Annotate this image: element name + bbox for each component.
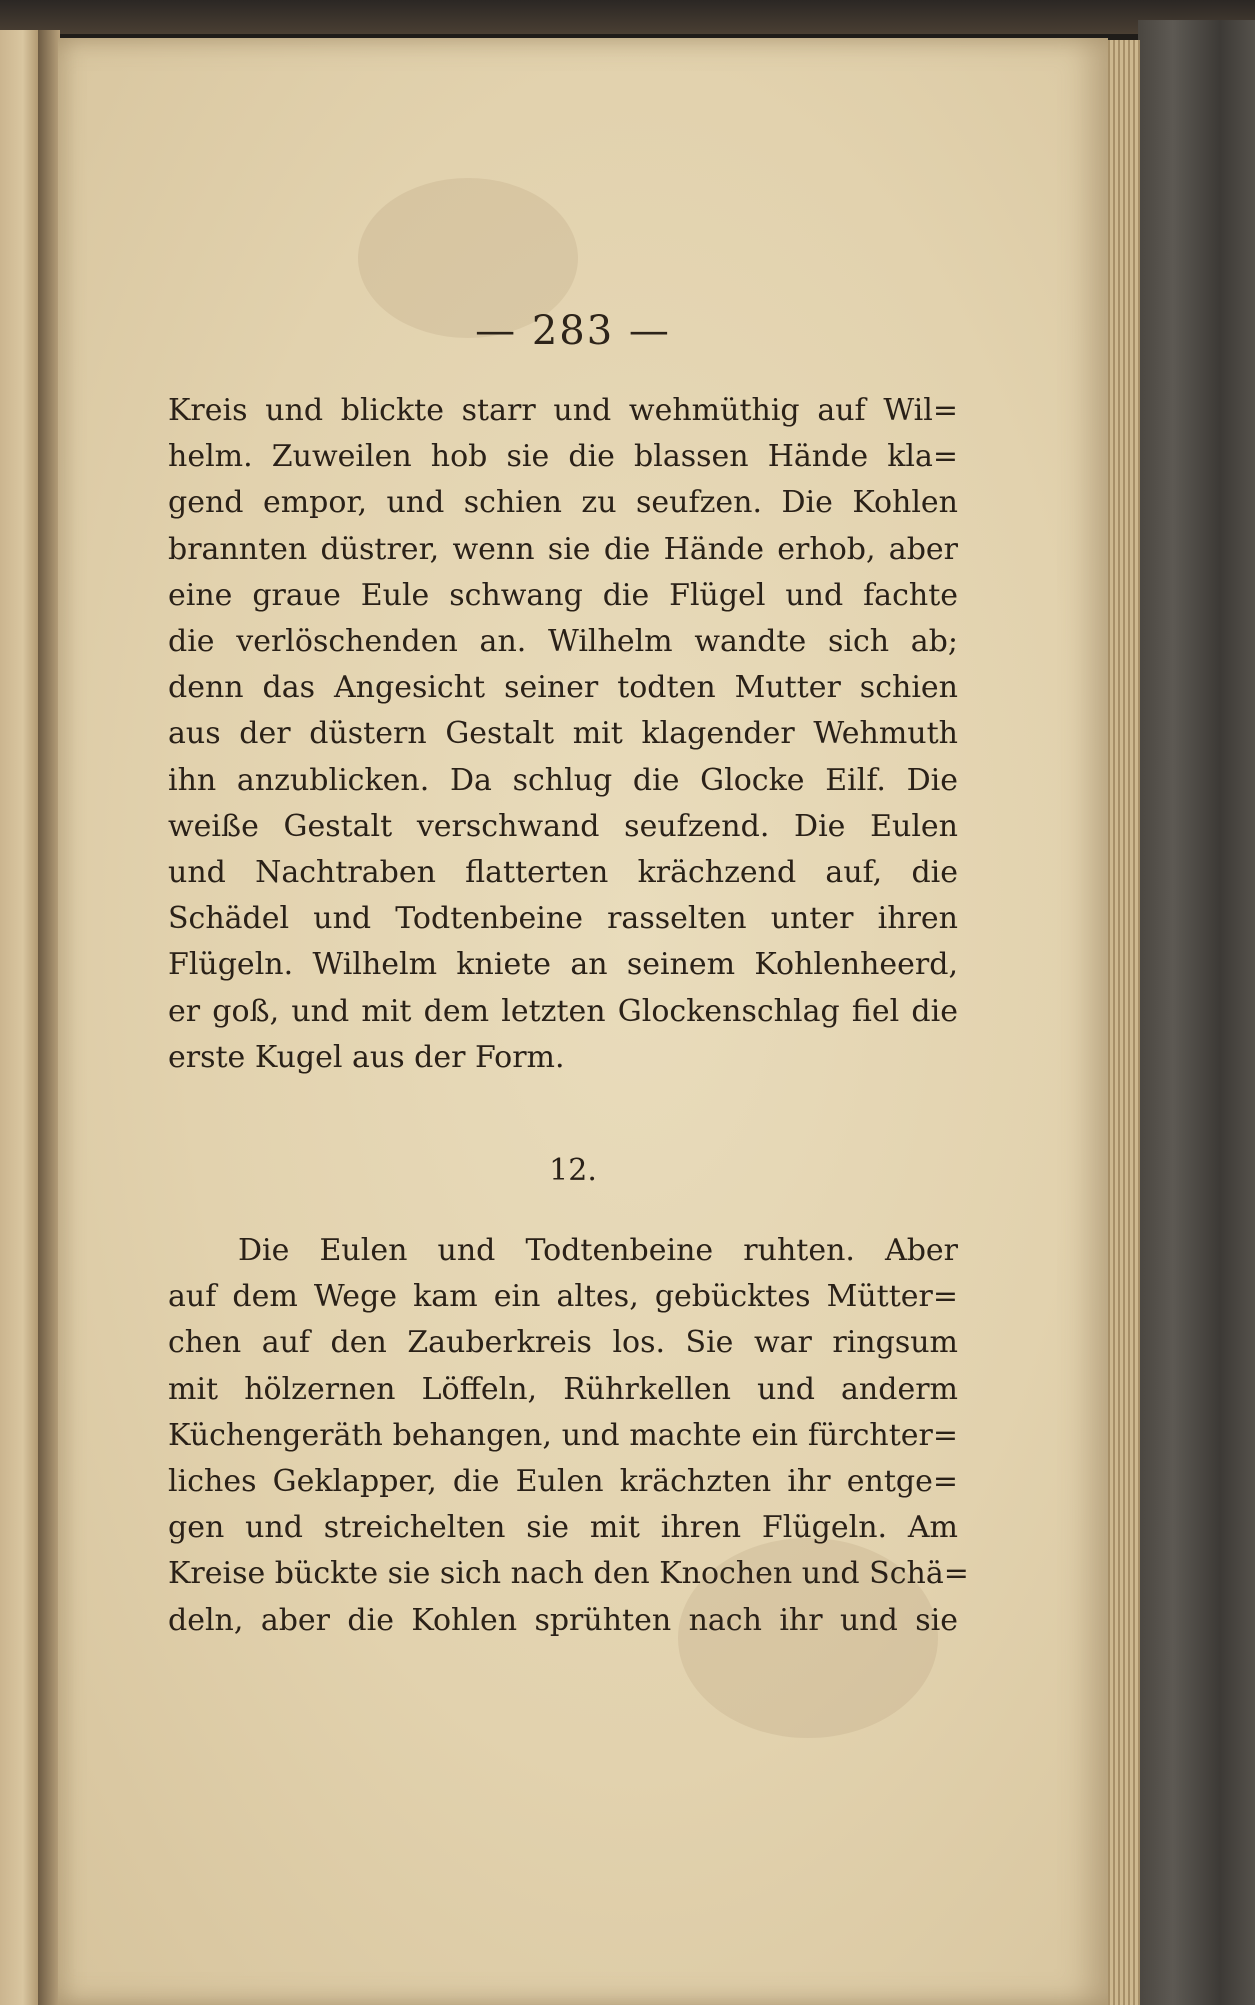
paragraph-1 bbox=[168, 388, 958, 1081]
text-line: aus der düstern Gestalt mit klagender Wehmuth bbox=[168, 716, 958, 752]
text-line: liches Geklapper, die Eulen krächzten ihr entge= bbox=[168, 1464, 958, 1500]
text-line: helm. Zuweilen hob sie die blassen Hände kla= bbox=[168, 439, 958, 475]
text-line: gen und streichelten sie mit ihren Flügeln. Am bbox=[168, 1510, 958, 1546]
paragraph-2 bbox=[168, 1228, 969, 1644]
text-line: Flügeln. Wilhelm kniete an seinem Kohlenheerd, bbox=[168, 947, 958, 983]
text-line: er goß, und mit dem letzten Glockenschlag fiel die bbox=[168, 993, 958, 1029]
text-line: deln, aber die Kohlen sprühten nach ihr und sie bbox=[168, 1602, 958, 1638]
text-line: weiße Gestalt verschwand seufzend. Die Eulen bbox=[168, 808, 958, 844]
text-line: erste Kugel aus der Form. bbox=[168, 1039, 565, 1075]
text-line: Küchengeräth behangen, und machte ein fürchter= bbox=[168, 1417, 958, 1453]
text-line: Kreis und blickte starr und wehmüthig auf Wil= bbox=[168, 393, 958, 428]
book-page bbox=[58, 38, 1108, 2005]
book-cover-edge bbox=[1138, 20, 1255, 2005]
text-line: ihn anzublicken. Da schlug die Glocke Eilf. Die bbox=[168, 762, 958, 798]
text-line: denn das Angesicht seiner todten Mutter schien bbox=[168, 670, 958, 706]
scan-top-border bbox=[0, 0, 1255, 34]
text-line: eine graue Eule schwang die Flügel und fachte bbox=[168, 577, 958, 613]
text-line: und Nachtraben flatterten krächzend auf, die bbox=[168, 855, 958, 891]
chapter-number: 12. bbox=[549, 1153, 597, 1188]
text-line: chen auf den Zauberkreis los. Sie war ringsum bbox=[168, 1325, 958, 1361]
text-line: Die Eulen und Todtenbeine ruhten. Aber bbox=[238, 1233, 958, 1268]
text-line: auf dem Wege kam ein altes, gebücktes Mütter= bbox=[168, 1279, 958, 1315]
text-line: mit hölzernen Löffeln, Rührkellen und anderm bbox=[168, 1371, 958, 1407]
text-line: Schädel und Todtenbeine rasselten unter ihren bbox=[168, 901, 958, 937]
facing-page-edge bbox=[0, 30, 40, 2005]
text-line: gend empor, und schien zu seufzen. Die Kohlen bbox=[168, 485, 958, 521]
text-line: Kreise bückte sie sich nach den Knochen und Schä= bbox=[168, 1556, 969, 1592]
text-line: die verlöschenden an. Wilhelm wandte sich ab; bbox=[168, 624, 958, 660]
page-number: — 283 — bbox=[475, 308, 671, 354]
text-line: brannten düstrer, wenn sie die Hände erhob, aber bbox=[168, 531, 958, 567]
